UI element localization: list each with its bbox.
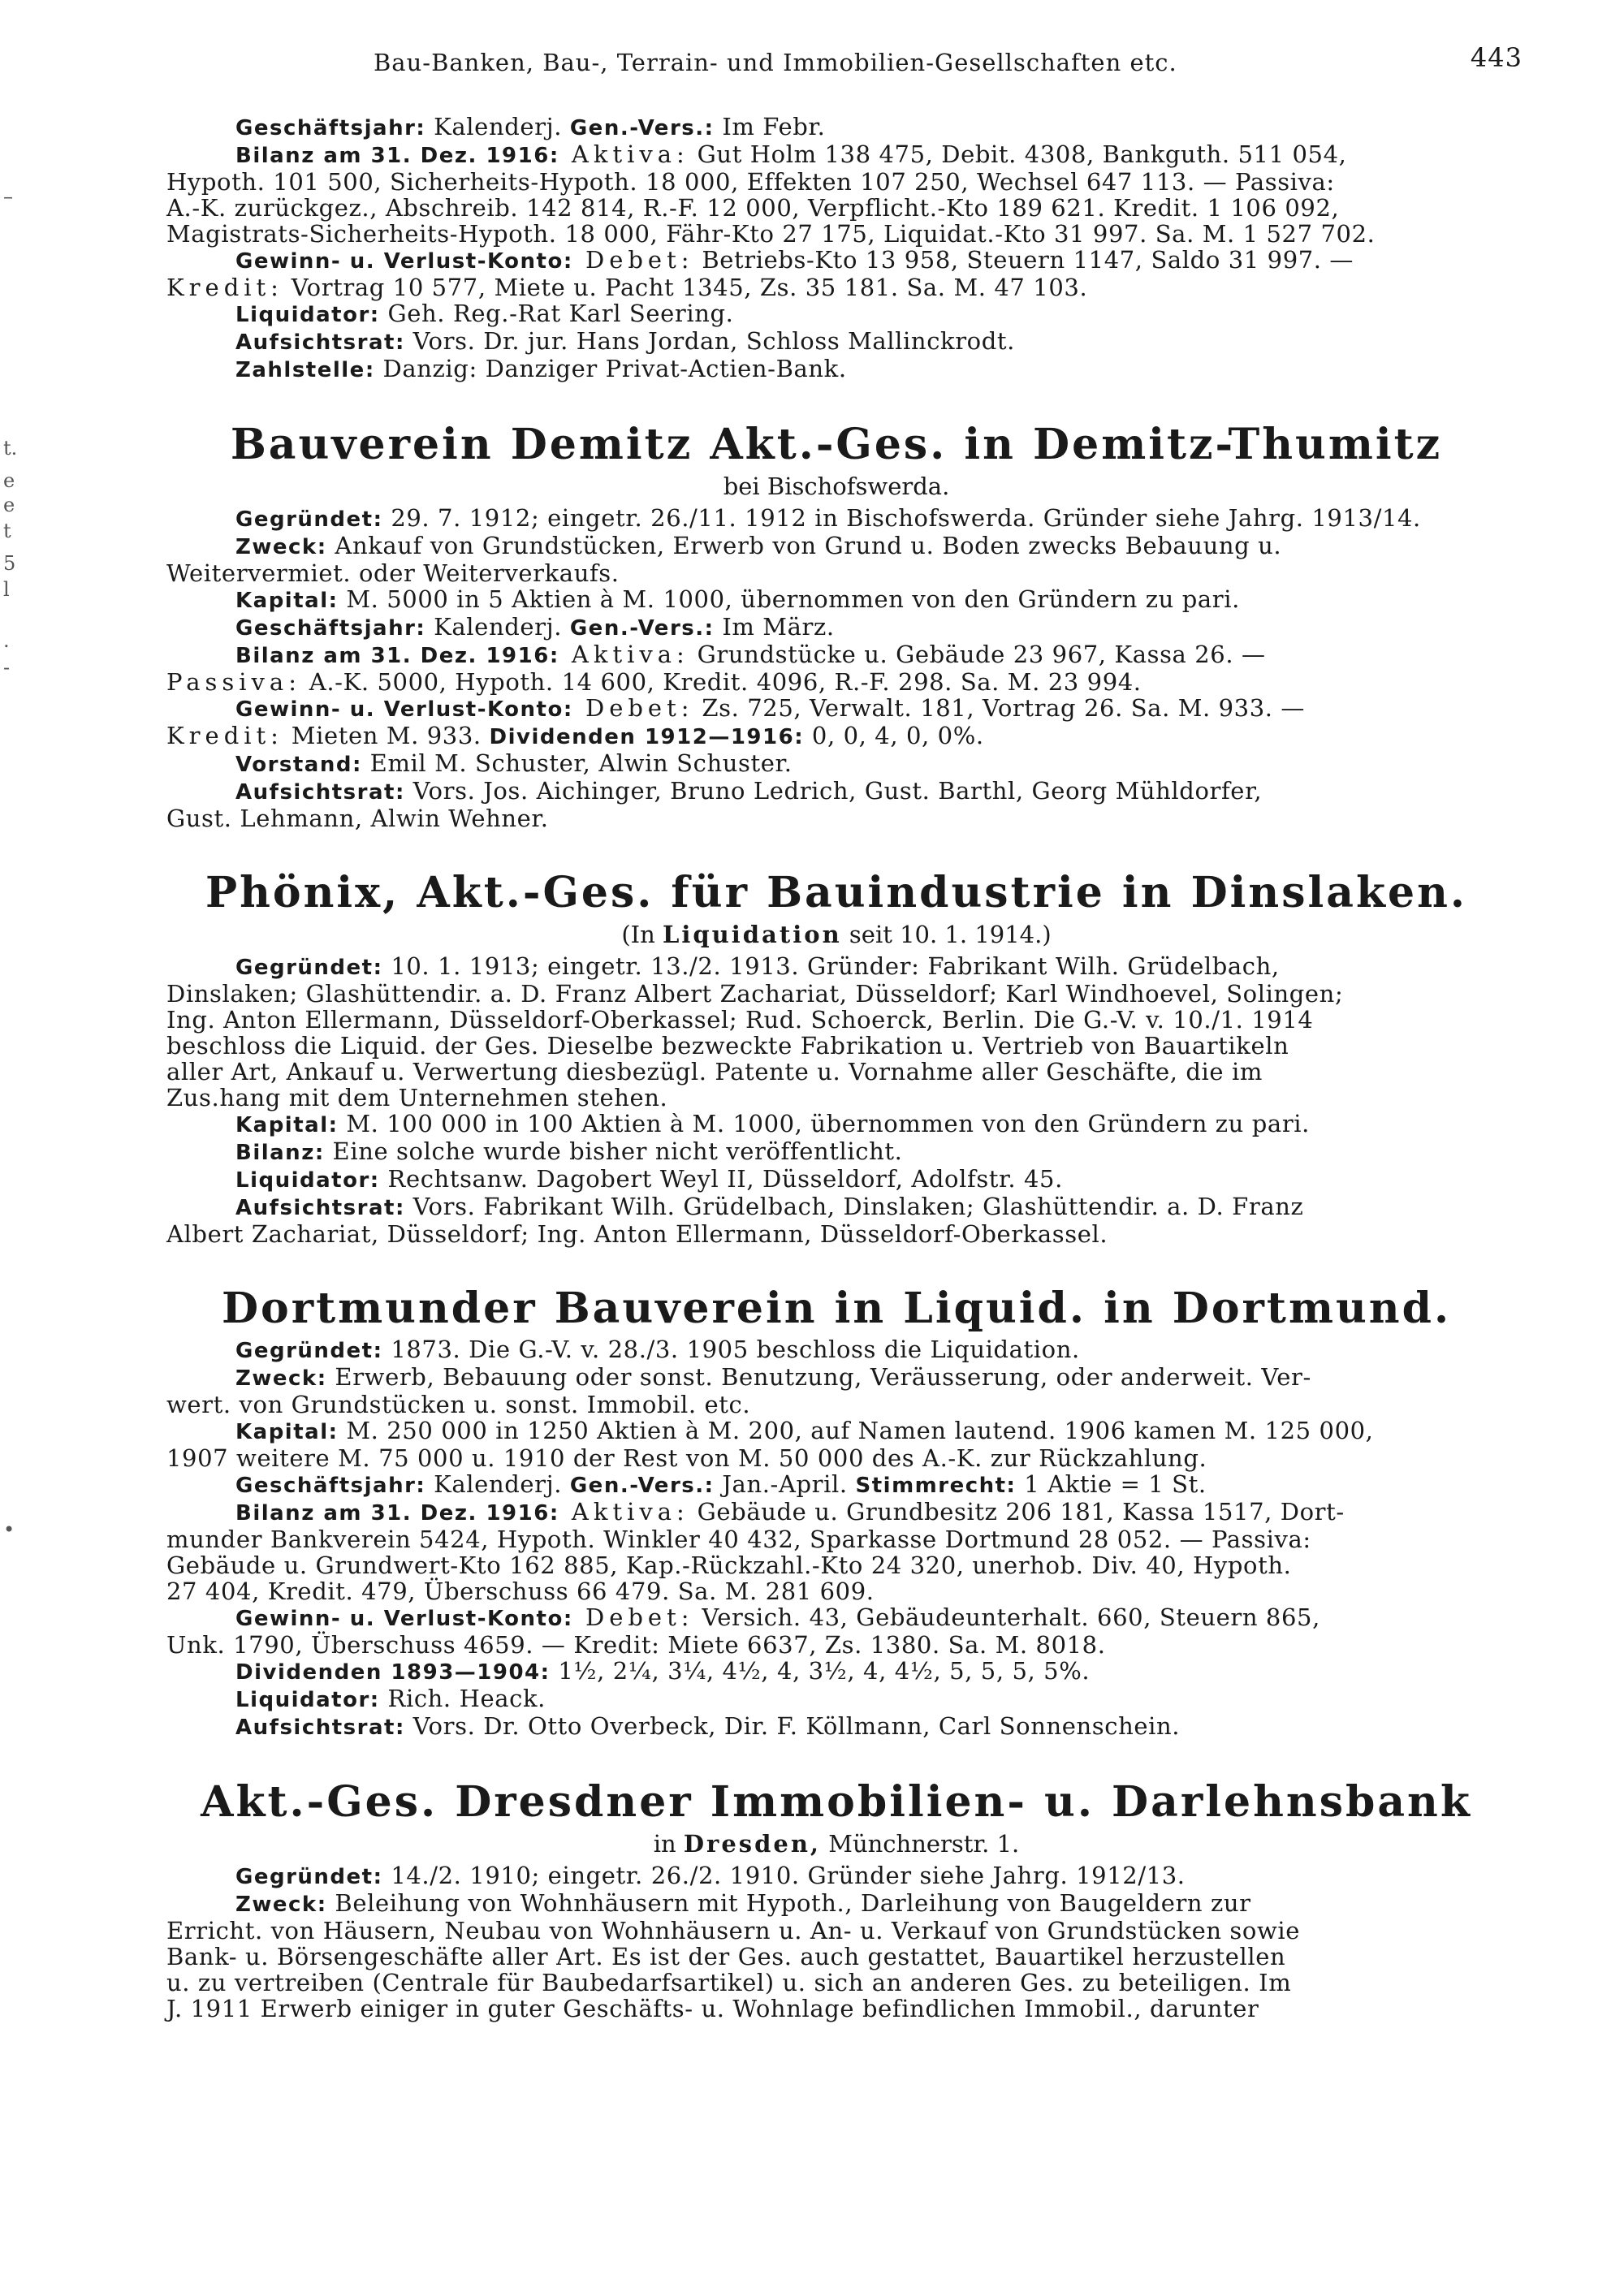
entry-line: Liquidator: Rich. Heack.: [235, 1685, 546, 1712]
running-title: Bau-Banken, Bau-, Terrain- und Immobilien-Gesellschaften etc.: [374, 49, 1177, 76]
entry-line: Bilanz am 31. Dez. 1916: Aktiva: Grundstücke u. Gebäude 23 967, Kassa 26. —: [235, 641, 1266, 668]
entry-line: Vorstand: Emil M. Schuster, Alwin Schuster.: [235, 749, 793, 777]
entry-line: Gewinn- u. Verlust-Konto: Debet: Zs. 725, Verwalt. 181, Vortrag 26. Sa. M. 933. —: [235, 694, 1306, 722]
company-subtitle: bei Bischofswerda.: [723, 473, 950, 500]
entry-line: A.-K. zurückgez., Abschreib. 142 814, R.-F. 12 000, Verpflicht.-Kto 189 621. Kredit. 1 106 092,: [166, 194, 1340, 222]
entry-line: Weitervermiet. oder Weiterverkaufs.: [166, 559, 620, 587]
entry-line: Zweck: Ankauf von Grundstücken, Erwerb von Grund u. Boden zwecks Bebauung u.: [235, 532, 1282, 559]
document-page: [166, 42, 1522, 2022]
entry-line: Dinslaken; Glashüttendir. a. D. Franz Albert Zachariat, Düsseldorf; Karl Windhoevel, Solingen;: [166, 980, 1344, 1008]
entry-line: Dividenden 1893—1904: 1½, 2¼, 3¼, 4½, 4, 3½, 4, 4½, 5, 5, 5, 5%.: [235, 1657, 1091, 1685]
entry-line: Zus.hang mit dem Unternehmen stehen.: [166, 1084, 668, 1111]
entry-line: munder Bankverein 5424, Hypoth. Winkler 40 432, Sparkasse Dortmund 28 052. — Passiva:: [166, 1526, 1311, 1553]
entry-line: Aufsichtsrat: Vors. Dr. jur. Hans Jordan, Schloss Mallinckrodt.: [235, 327, 1015, 355]
entry-line: Liquidator: Geh. Reg.-Rat Karl Seering.: [235, 300, 734, 327]
entry-line: Aufsichtsrat: Vors. Dr. Otto Overbeck, Dir. F. Köllmann, Carl Sonnenschein.: [235, 1712, 1181, 1740]
company-entry: [166, 1284, 1506, 1741]
entry-line: Bilanz am 31. Dez. 1916: Aktiva: Gut Holm 138 475, Debit. 4308, Bankguth. 511 054,: [235, 140, 1347, 168]
entry-line: Albert Zachariat, Düsseldorf; Ing. Anton Ellermann, Düsseldorf-Oberkassel.: [166, 1220, 1108, 1248]
company-subtitle: (In Liquidation seit 10. 1. 1914.): [621, 921, 1052, 948]
entry-line: Liquidator: Rechtsanw. Dagobert Weyl II, Düsseldorf, Adolfstr. 45.: [235, 1165, 1063, 1193]
company-entry: [166, 1778, 1506, 2022]
entry-line: Gebäude u. Grundwert-Kto 162 885, Kap.-Rückzahl.-Kto 24 320, unerhob. Div. 40, Hypoth.: [166, 1552, 1292, 1579]
entry-line: Geschäftsjahr: Kalenderj. Gen.-Vers.: Jan.-April. Stimmrecht: 1 Aktie = 1 St.: [235, 1470, 1207, 1498]
entry-line: Kapital: M. 5000 in 5 Aktien à M. 1000, übernommen von den Gründern zu pari.: [235, 585, 1240, 613]
entry-line: Magistrats-Sicherheits-Hypoth. 18 000, Fähr-Kto 27 175, Liquidat.-Kto 31 997. Sa. M. 1 527 702.: [166, 220, 1376, 248]
entry-line: wert. von Grundstücken u. sonst. Immobil. etc.: [166, 1391, 751, 1418]
entry-line: Gegründet: 1873. Die G.-V. v. 28./3. 1905 beschloss die Liquidation.: [235, 1336, 1080, 1363]
entry-line: Unk. 1790, Überschuss 4659. — Kredit: Miete 6637, Zs. 1380. Sa. M. 8018.: [166, 1631, 1106, 1659]
entry-line: Hypoth. 101 500, Sicherheits-Hypoth. 18 000, Effekten 107 250, Wechsel 647 113. — Passiva:: [166, 168, 1335, 196]
entry-line: Gewinn- u. Verlust-Konto: Debet: Versich. 43, Gebäudeunterhalt. 660, Steuern 865,: [235, 1603, 1320, 1631]
entry-line: u. zu vertreiben (Centrale für Baubedarfsartikel) u. sich an anderen Ges. zu beteiligen. Im: [166, 1969, 1292, 1996]
entry-line: Aufsichtsrat: Vors. Fabrikant Wilh. Grüdelbach, Dinslaken; Glashüttendir. a. D. Franz: [235, 1193, 1304, 1220]
entry-line: Kredit: Mieten M. 933. Dividenden 1912—1916: 0, 0, 4, 0, 0%.: [166, 722, 984, 749]
entry-line: Kapital: M. 100 000 in 100 Aktien à M. 1000, übernommen von den Gründern zu pari.: [235, 1110, 1310, 1137]
entry-line: Gegründet: 10. 1. 1913; eingetr. 13./2. 1913. Gründer: Fabrikant Wilh. Grüdelbach,: [235, 952, 1280, 980]
company-title: Bauverein Demitz Akt.-Ges. in Demitz-Thumitz: [230, 420, 1443, 469]
entry-line: Gewinn- u. Verlust-Konto: Debet: Betriebs-Kto 13 958, Steuern 1147, Saldo 31 997. —: [235, 246, 1354, 274]
company-entry: [166, 869, 1506, 1247]
entry-line: Erricht. von Häusern, Neubau von Wohnhäusern u. An- u. Verkauf von Grundstücken sowie: [166, 1917, 1301, 1944]
entry-line: Gegründet: 14./2. 1910; eingetr. 26./2. 1910. Gründer siehe Jahrg. 1912/13.: [235, 1862, 1186, 1889]
company-title: Phönix, Akt.-Ges. für Bauindustrie in Dinslaken.: [205, 868, 1467, 917]
company-title: Dortmunder Bauverein in Liquid. in Dortmund.: [221, 1284, 1452, 1333]
company-title: Akt.-Ges. Dresdner Immobilien- u. Darlehnsbank: [201, 1777, 1472, 1827]
entry-line: Zweck: Erwerb, Bebauung oder sonst. Benutzung, Veräusserung, oder anderweit. Ver-: [235, 1363, 1311, 1391]
entry-line: Geschäftsjahr: Kalenderj. Gen.-Vers.: Im März.: [235, 613, 835, 641]
entry-line: Aufsichtsrat: Vors. Jos. Aichinger, Bruno Ledrich, Gust. Barthl, Georg Mühldorfer,: [235, 777, 1263, 805]
entry-line: Bank- u. Börsengeschäfte aller Art. Es ist der Ges. auch gestattet, Bauartikel herzustellen: [166, 1943, 1286, 1970]
entry-line: Zweck: Beleihung von Wohnhäusern mit Hypoth., Darleihung von Baugeldern zur: [235, 1889, 1251, 1917]
entry-line: Zahlstelle: Danzig: Danziger Privat-Actien-Bank.: [235, 355, 847, 382]
left-margin-marks: – t. e e t 5 l . - •: [3, 185, 18, 1541]
entry-line: 1907 weitere M. 75 000 u. 1910 der Rest von M. 50 000 des A.-K. zur Rückzahlung.: [166, 1444, 1207, 1472]
company-subtitle: in Dresden, Münchnerstr. 1.: [653, 1830, 1020, 1858]
entry-line: Bilanz: Eine solche wurde bisher nicht veröffentlicht.: [235, 1137, 903, 1165]
company-entry: [166, 421, 1506, 831]
entry-line: beschloss die Liquid. der Ges. Dieselbe bezweckte Fabrikation u. Vertrieb von Bauartikeln: [166, 1032, 1289, 1060]
entry-line: J. 1911 Erwerb einiger in guter Geschäfts- u. Wohnlage befindlichen Immobil., darunter: [166, 1995, 1259, 2022]
entry-line: Geschäftsjahr: Kalenderj. Gen.-Vers.: Im Febr.: [235, 113, 826, 140]
entry-line: Ing. Anton Ellermann, Düsseldorf-Oberkassel; Rud. Schoerck, Berlin. Die G.-V. v. 10./1. 1914: [166, 1006, 1314, 1034]
entry-line: Gust. Lehmann, Alwin Wehner.: [166, 805, 549, 832]
entry-line: Kapital: M. 250 000 in 1250 Aktien à M. 200, auf Namen lautend. 1906 kamen M. 125 000,: [235, 1417, 1374, 1444]
entry-line: aller Art, Ankauf u. Verwertung diesbezügl. Patente u. Vornahme aller Geschäfte, die im: [166, 1058, 1263, 1085]
entry-continuation: [166, 114, 1506, 383]
entry-line: Bilanz am 31. Dez. 1916: Aktiva: Gebäude u. Grundbesitz 206 181, Kassa 1517, Dort-: [235, 1498, 1345, 1526]
entry-line: Gegründet: 29. 7. 1912; eingetr. 26./11. 1912 in Bischofswerda. Gründer siehe Jahrg. 1913/14.: [235, 504, 1421, 532]
entry-line: Passiva: A.-K. 5000, Hypoth. 14 600, Kredit. 4096, R.-F. 298. Sa. M. 23 994.: [166, 668, 1142, 696]
page-number: 443: [1470, 42, 1522, 73]
running-head: [166, 42, 1522, 91]
entry-line: Kredit: Vortrag 10 577, Miete u. Pacht 1345, Zs. 35 181. Sa. M. 47 103.: [166, 274, 1088, 301]
entry-line: 27 404, Kredit. 479, Überschuss 66 479. Sa. M. 281 609.: [166, 1577, 875, 1605]
